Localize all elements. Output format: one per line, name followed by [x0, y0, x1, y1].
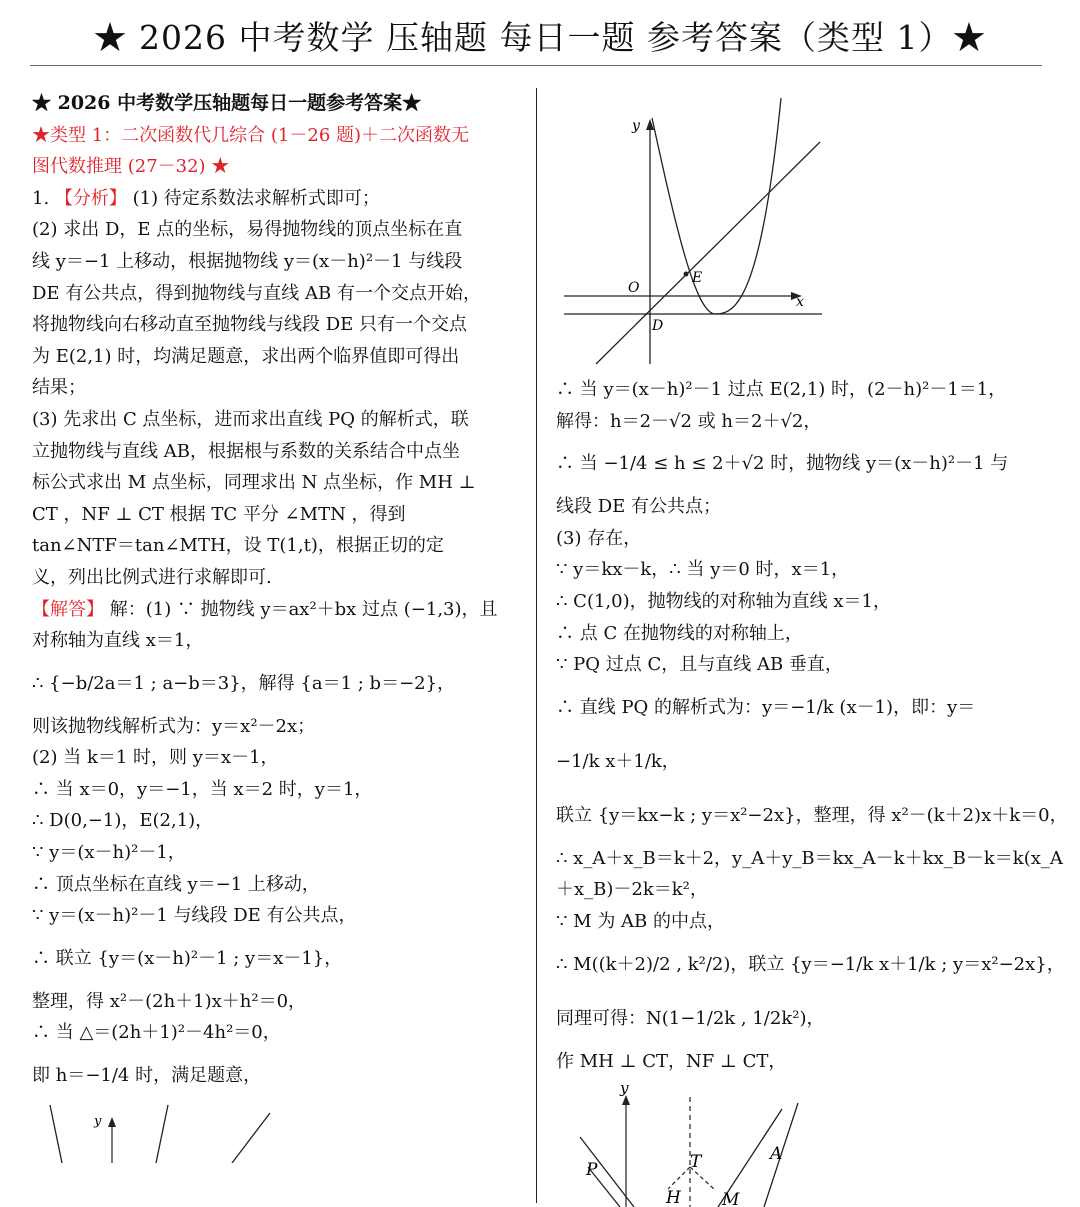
figure-2-p-label: P	[586, 1160, 598, 1181]
analysis-line	[32, 183, 520, 215]
right-text-4: 线段 DE 有公共点；	[556, 496, 722, 518]
solution-text-10: ∵ y＝(x－h)²－1 与线段 DE 有公共点，	[32, 905, 357, 927]
figure-1-x-label: x	[796, 294, 804, 310]
analysis-text-6: 为 E(2,1) 时，均满足题意，求出两个临界值即可得出	[32, 345, 460, 367]
right-text-17: 同理可得：N(1−1/2k , 1/2k²)，	[556, 1007, 825, 1029]
page-title: ★ 2026 中考数学 压轴题 每日一题 参考答案（类型 1）★	[93, 18, 987, 57]
right-text-7: ∴ C(1,0)，抛物线的对称轴为直线 x＝1，	[556, 590, 891, 612]
analysis-text-10: 标公式求出 M 点坐标，同理求出 N 点坐标，作 MH ⊥	[32, 472, 476, 494]
figure-1-y-label: y	[632, 118, 640, 134]
analysis-text-7: 结果；	[32, 377, 86, 399]
right-text-11: −1/k x＋1/k，	[556, 750, 680, 772]
figure-1-parabola-graph	[556, 88, 836, 374]
figure-left-partial	[32, 1103, 332, 1163]
analysis-text-5: 将抛物线向右移动直至抛物线与线段 DE 只有一个交点	[32, 314, 468, 336]
figure-2-m-label: M	[722, 1190, 740, 1207]
analysis-text-12: tan∠NTF＝tan∠MTH，设 T(1,t)，根据正切的定	[32, 535, 444, 557]
problem-number: 1.	[32, 187, 50, 209]
analysis-text-2: (2) 求出 D，E 点的坐标，易得抛物线的顶点坐标在直	[32, 219, 463, 241]
figure-2-h-label: H	[666, 1188, 681, 1207]
analysis-text-13: 义，列出比例式进行求解即可.	[32, 566, 272, 588]
solution-line	[32, 594, 520, 626]
figure-1-e-label: E	[692, 270, 703, 286]
solution-text-6: ∴ 当 x＝0，y＝−1，当 x＝2 时，y＝1，	[32, 778, 373, 800]
figure-2-partial-graph	[556, 1077, 856, 1207]
solution-text-14: 即 h＝−1/4 时，满足题意，	[32, 1065, 262, 1087]
solution-text-2: 对称轴为直线 x＝1，	[32, 630, 204, 652]
right-text-10: ∴ 直线 PQ 的解析式为：y＝−1/k (x－1)，即：y＝	[556, 696, 976, 718]
figure-1-origin-label: O	[628, 280, 640, 296]
type-line-2: 图代数推理 (27－32) ★	[32, 156, 230, 178]
right-text-5: (3) 存在，	[556, 527, 642, 549]
solution-text-4: 则该抛物线解析式为：y＝x²－2x；	[32, 715, 316, 737]
right-text-1: ∴ 当 y＝(x－h)²－1 过点 E(2,1) 时，(2－h)²－1＝1，	[556, 379, 1007, 400]
right-column	[556, 88, 1068, 1207]
solution-text-13: ∴ 当 △＝(2h＋1)²－4h²＝0，	[32, 1022, 281, 1044]
analysis-text-1: (1) 待定系数法求解析式即可；	[132, 187, 380, 209]
solution-text-12: 整理，得 x²－(2h＋1)x＋h²＝0，	[32, 990, 307, 1012]
right-text-18: 作 MH ⊥ CT，NF ⊥ CT，	[556, 1050, 787, 1072]
solution-text-8: ∵ y＝(x－h)²－1，	[32, 842, 186, 864]
solution-text-5: (2) 当 k＝1 时，则 y＝x－1，	[32, 747, 279, 769]
solution-text-3: ∴ {−b/2a＝1 ; a−b＝3}，解得 {a＝1 ; b＝−2}，	[32, 672, 456, 694]
solution-text-7: ∴ D(0,−1)，E(2,1)，	[32, 810, 214, 832]
solution-text-11: ∴ 联立 {y＝(x－h)²－1 ; y＝x－1}，	[32, 947, 343, 969]
right-text-13: ∴ x_A＋x_B＝k＋2，y_A＋y_B＝kx_A－k＋kx_B－k＝k(x_A	[556, 847, 1063, 869]
figure-1-d-label: D	[652, 318, 664, 334]
line-ab	[596, 142, 820, 364]
solution-text-9: ∴ 顶点坐标在直线 y＝−1 上移动，	[32, 873, 320, 895]
right-text-12: 联立 {y＝kx−k ; y＝x²−2x}，整理，得 x²－(k＋2)x＋k＝0，	[556, 804, 1068, 826]
analysis-text-4: DE 有公共点，得到抛物线与直线 AB 有一个交点开始，	[32, 282, 481, 304]
figure-2-t-label: T	[690, 1152, 702, 1173]
analysis-text-11: CT ，NF ⊥ CT 根据 TC 平分 ∠MTN ，得到	[32, 503, 406, 525]
solution-tag: 【解答】	[32, 598, 104, 620]
column-divider	[536, 88, 537, 1203]
right-text-2: 解得：h＝2－√2 或 h＝2＋√2，	[556, 410, 822, 432]
analysis-text-8: (3) 先求出 C 点坐标，进而求出直线 PQ 的解析式，联	[32, 408, 469, 430]
right-text-9: ∵ PQ 过点 C，且与直线 AB 垂直，	[556, 654, 843, 676]
figure-2-a-label: A	[770, 1144, 783, 1165]
answer-heading: ★ 2026 中考数学压轴题每日一题参考答案★	[32, 92, 422, 114]
right-text-3: ∴ 当 −1/4 ≤ h ≤ 2＋√2 时，抛物线 y＝(x－h)²－1 与	[556, 453, 1009, 475]
type-line-1: ★类型 1：二次函数代几综合 (1－26 题)＋二次函数无	[32, 124, 470, 146]
figure-left-y-label: y	[94, 1114, 102, 1130]
figure-2-y-label: y	[620, 1079, 629, 1098]
analysis-text-3: 线 y＝−1 上移动，根据抛物线 y＝(x－h)²－1 与线段	[32, 250, 463, 272]
header-rule	[30, 65, 1042, 66]
parabola-curve	[652, 98, 781, 314]
right-text-6: ∵ y＝kx－k，∴ 当 y＝0 时，x＝1，	[556, 559, 850, 581]
analysis-tag: 【分析】	[54, 187, 127, 209]
point-e	[684, 272, 689, 277]
right-text-15: ∵ M 为 AB 的中点，	[556, 910, 725, 932]
right-text-14: ＋x_B)－2k＝k²，	[556, 879, 708, 901]
solution-text-1: 解：(1) ∵ 抛物线 y＝ax²＋bx 过点 (−1,3)，且	[109, 598, 498, 620]
left-column	[32, 88, 520, 1163]
analysis-text-9: 立抛物线与直线 AB，根据根与系数的关系结合中点坐	[32, 440, 460, 462]
right-text-16: ∴ M((k＋2)/2 , k²/2)，联立 {y＝−1/k x＋1/k ; y＝x²−2x}，	[556, 953, 1065, 975]
right-text-8: ∴ 点 C 在抛物线的对称轴上，	[556, 622, 803, 644]
